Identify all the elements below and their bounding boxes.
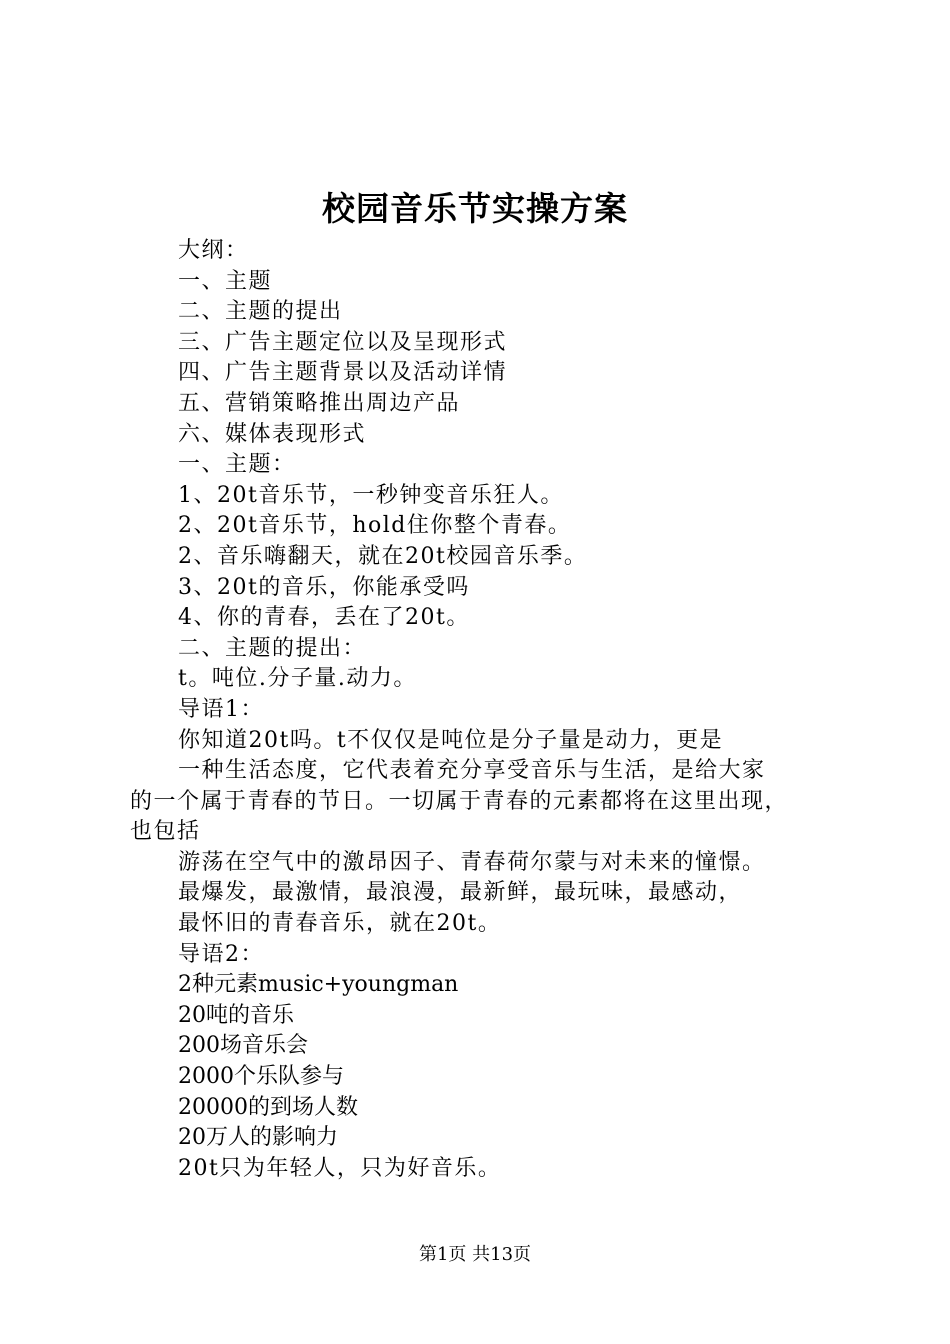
- theme-item: 2、音乐嗨翻天，就在20t校园音乐季。: [178, 543, 588, 569]
- paragraph-line: t。吨位.分子量.动力。: [178, 666, 417, 692]
- section-heading: 一、主题：: [178, 452, 296, 478]
- outline-item: 六、媒体表现形式: [178, 421, 367, 447]
- paragraph-line: 20吨的音乐: [178, 1002, 294, 1028]
- paragraph-line: 最怀旧的青春音乐，就在20t。: [178, 911, 502, 937]
- theme-item: 1、20t音乐节，一秒钟变音乐狂人。: [178, 482, 564, 508]
- paragraph-line: 的一个属于青春的节日。一切属于青春的元素都将在这里出现，: [130, 788, 789, 814]
- outline-item: 三、广告主题定位以及呈现形式: [178, 329, 508, 355]
- theme-item: 4、你的青春，丢在了20t。: [178, 605, 470, 631]
- document-title: 校园音乐节实操方案: [322, 189, 628, 228]
- theme-item: 3、20t的音乐，你能承受吗: [178, 574, 470, 600]
- section-heading: 二、主题的提出：: [178, 635, 367, 661]
- paragraph-line: 20000的到场人数: [178, 1094, 358, 1120]
- outline-item: 五、营销策略推出周边产品: [178, 390, 461, 416]
- outline-item: 一、主题: [178, 268, 273, 294]
- paragraph-line: 2000个乐队参与: [178, 1064, 344, 1090]
- paragraph-line: 最爆发，最激情，最浪漫，最新鲜，最玩味，最感动，: [178, 880, 743, 906]
- paragraph-line: 2种元素music+youngman: [178, 972, 459, 998]
- outline-item: 四、广告主题背景以及活动详情: [178, 360, 508, 386]
- paragraph-line: 你知道20t吗。t不仅仅是吨位是分子量是动力，更是: [178, 727, 724, 753]
- theme-item: 2、20t音乐节，hold住你整个青春。: [178, 513, 572, 539]
- paragraph-line: 200场音乐会: [178, 1033, 308, 1059]
- paragraph-line: 也包括: [130, 819, 201, 845]
- outline-item: 二、主题的提出: [178, 299, 343, 325]
- paragraph-line: 20t只为年轻人，只为好音乐。: [178, 1155, 502, 1181]
- paragraph-line: 游荡在空气中的激昂因子、青春荷尔蒙与对未来的憧憬。: [178, 849, 766, 875]
- document-body: [130, 236, 850, 1184]
- intro-heading: 导语2：: [178, 941, 264, 967]
- outline-heading: 大纲：: [178, 238, 249, 263]
- page-number-footer: 第1页 共13页: [418, 1244, 532, 1265]
- paragraph-line: 20万人的影响力: [178, 1125, 338, 1151]
- paragraph-line: 一种生活态度，它代表着充分享受音乐与生活，是给大家: [178, 758, 766, 784]
- intro-heading: 导语1：: [178, 696, 264, 722]
